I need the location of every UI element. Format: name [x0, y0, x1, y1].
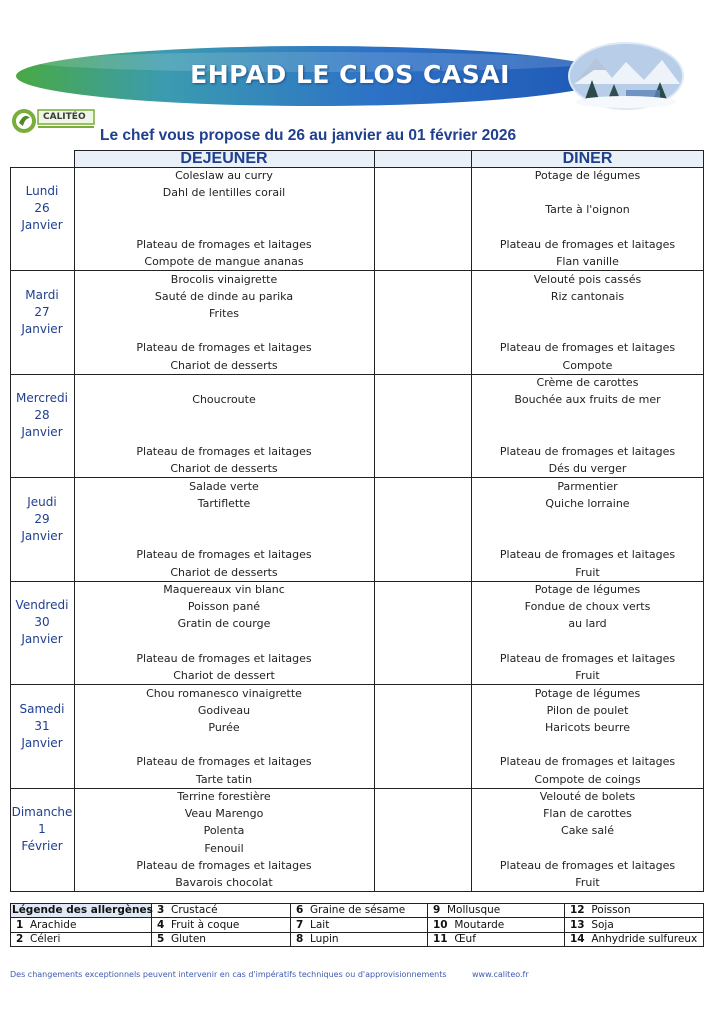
menu-headline: Le chef vous propose du 26 au janvier au 01 février 2026	[100, 127, 517, 144]
dinner-dish: Plateau de fromages et laitages	[499, 755, 676, 769]
dinner-dish: Quiche lorraine	[545, 496, 630, 510]
lunch-dish: Chariot de dessert	[173, 669, 275, 682]
dinner-dish: Bouchée aux fruits de mer	[514, 393, 661, 407]
dinner-dish: Plateau de fromages et laitages	[499, 237, 676, 251]
lunch-dish: Plateau de fromages et laitages	[136, 755, 312, 769]
lunch-dish: Maquereaux vin blanc	[163, 583, 285, 596]
day-name: Dimanche	[11, 805, 73, 819]
lunch-dish: Gratin de courge	[177, 617, 271, 631]
day-month: Février	[21, 839, 63, 854]
dinner-dish: Potage de légumes	[534, 169, 641, 182]
day-label	[10, 804, 74, 856]
lunch-dish: Brocolis vinaigrette	[170, 272, 278, 286]
allergen-item	[157, 904, 218, 916]
day-label	[10, 390, 74, 442]
lunch-dish: Chariot de desserts	[170, 358, 278, 372]
dinner-column-header: DINER	[562, 150, 613, 167]
allergen-name: Céleri	[30, 933, 61, 945]
allergen-legend-title: Légende des allergènes	[12, 904, 153, 916]
allergen-item	[16, 919, 76, 931]
lunch-dish: Dahl de lentilles corail	[162, 186, 286, 200]
allergen-name: Œuf	[454, 933, 476, 945]
allergen-name: Lupin	[310, 933, 339, 945]
day-month: Janvier	[21, 321, 63, 336]
lunch-dish: Salade verte	[189, 479, 259, 493]
allergen-number: 6	[296, 904, 304, 916]
day-name: Jeudi	[27, 494, 57, 509]
dinner-dish: Fruit	[575, 565, 600, 579]
day-label	[10, 183, 74, 235]
lunch-column-header: DEJEUNER	[180, 150, 268, 167]
allergen-item	[570, 919, 614, 931]
lunch-dish: Polenta	[203, 824, 245, 838]
day-label	[10, 494, 74, 546]
day-num: 28	[34, 408, 50, 423]
dinner-dish: Velouté de bolets	[539, 790, 636, 803]
lunch-dish: Chou romanesco vinaigrette	[146, 686, 302, 700]
allergen-name: Arachide	[30, 919, 77, 931]
footer-disclaimer: Des changements exceptionnels peuvent intervenir en cas d'impératifs techniques ou d'approvisionnements	[10, 970, 447, 979]
allergen-number: 9	[433, 904, 441, 916]
day-name: Samedi	[19, 701, 65, 716]
dinner-dish: Compote de coings	[534, 772, 641, 786]
lunch-dish: Poisson pané	[187, 600, 261, 614]
lunch-dish: Plateau de fromages et laitages	[136, 237, 312, 251]
allergen-number: 14	[570, 933, 585, 945]
allergen-item	[433, 919, 504, 931]
allergen-item	[296, 919, 329, 931]
lunch-dish: Coleslaw au curry	[175, 169, 273, 182]
logo-label: CALITÉO	[43, 112, 86, 122]
day-num: 31	[34, 718, 50, 733]
lunch-dish: Frites	[209, 306, 239, 320]
dinner-dish: Plateau de fromages et laitages	[499, 651, 676, 665]
lunch-dish: Plateau de fromages et laitages	[136, 341, 312, 355]
allergen-name: Crustacé	[171, 904, 218, 916]
lunch-dish: Plateau de fromages et laitages	[136, 651, 312, 665]
lunch-dish: Plateau de fromages et laitages	[136, 548, 312, 562]
dinner-dish: Parmentier	[557, 479, 618, 493]
dinner-dish: Flan vanille	[556, 255, 619, 268]
dinner-dish: au lard	[568, 617, 607, 631]
day-num: 1	[38, 822, 46, 837]
lunch-dish: Plateau de fromages et laitages	[136, 858, 312, 872]
lunch-dish: Compote de mangue ananas	[144, 255, 304, 268]
footer-website: www.caliteo.fr	[472, 970, 529, 979]
day-label	[10, 287, 74, 339]
lunch-dish: Godiveau	[197, 703, 251, 717]
allergen-item	[157, 933, 206, 945]
day-month: Janvier	[21, 528, 63, 543]
allergen-name: Lait	[310, 919, 330, 931]
dinner-dish: Tarte à l'oignon	[545, 203, 630, 217]
lunch-dish: Chariot de desserts	[170, 565, 278, 579]
allergen-number: 12	[570, 904, 585, 916]
allergen-item	[433, 933, 476, 945]
lunch-dish: Bavarois chocolat	[175, 876, 273, 889]
dinner-dish: Crème de carottes	[536, 376, 639, 389]
lunch-dish: Fenouil	[204, 841, 244, 855]
allergen-item	[296, 933, 339, 945]
day-month: Janvier	[21, 632, 63, 647]
allergen-name: Mollusque	[447, 904, 501, 916]
allergen-item	[433, 904, 500, 916]
day-name: Mercredi	[15, 391, 68, 405]
allergen-item	[570, 904, 631, 916]
dinner-dish: Velouté pois cassés	[533, 272, 642, 286]
allergen-number: 11	[433, 933, 448, 945]
day-num: 26	[34, 201, 50, 216]
allergen-number: 3	[157, 904, 165, 916]
lunch-dish: Tartiflette	[197, 496, 251, 510]
lunch-dish: Terrine forestière	[177, 790, 271, 803]
dinner-dish: Flan de carottes	[543, 807, 632, 821]
allergen-number: 4	[157, 919, 165, 931]
allergen-item	[296, 904, 405, 916]
day-name: Lundi	[25, 184, 59, 198]
allergen-number: 8	[296, 933, 304, 945]
day-num: 29	[34, 511, 50, 526]
allergen-number: 2	[16, 933, 24, 945]
lunch-dish: Tarte tatin	[195, 772, 253, 786]
day-num: 27	[34, 304, 50, 319]
allergen-number: 5	[157, 933, 165, 945]
dinner-dish: Compote	[562, 358, 613, 372]
dinner-dish: Fruit	[575, 669, 600, 682]
allergen-name: Graine de sésame	[310, 904, 406, 916]
day-num: 30	[34, 615, 50, 630]
allergen-name: Fruit à coque	[171, 919, 240, 931]
allergen-item	[16, 933, 60, 945]
allergen-number: 1	[16, 919, 24, 931]
allergen-number: 7	[296, 919, 304, 931]
allergen-item	[570, 933, 697, 945]
allergen-name: Soja	[591, 919, 614, 931]
lunch-dish: Choucroute	[192, 393, 256, 407]
allergen-item	[157, 919, 239, 931]
allergen-name: Moutarde	[454, 919, 505, 931]
day-month: Janvier	[21, 425, 63, 440]
dinner-dish: Haricots beurre	[544, 720, 630, 734]
establishment-title: EHPAD LE CLOS CASAI	[190, 60, 510, 89]
dinner-dish: Dés du verger	[548, 462, 627, 475]
dinner-dish: Cake salé	[561, 824, 614, 838]
lunch-dish: Sauté de dinde au parika	[154, 289, 294, 303]
allergen-name: Poisson	[591, 904, 631, 916]
day-label	[10, 597, 74, 649]
winter-landscape-image	[566, 40, 686, 112]
dinner-dish: Riz cantonais	[550, 289, 625, 303]
allergen-name: Gluten	[171, 933, 206, 945]
dinner-dish: Plateau de fromages et laitages	[499, 858, 676, 872]
lunch-dish: Purée	[208, 720, 240, 734]
dinner-dish: Potage de légumes	[534, 583, 641, 596]
day-month: Janvier	[21, 735, 63, 750]
dinner-dish: Fondue de choux verts	[524, 600, 651, 614]
dinner-dish: Pilon de poulet	[546, 703, 629, 717]
allergen-number: 10	[433, 919, 448, 931]
allergen-name: Anhydride sulfureux	[591, 933, 698, 945]
allergen-number: 13	[570, 919, 585, 931]
day-month: Janvier	[21, 218, 63, 233]
lunch-dish: Veau Marengo	[184, 807, 264, 821]
day-label	[10, 701, 74, 753]
dinner-dish: Fruit	[575, 876, 600, 889]
dinner-dish: Potage de légumes	[534, 686, 641, 700]
day-name: Vendredi	[15, 598, 69, 612]
lunch-dish: Plateau de fromages et laitages	[136, 444, 312, 458]
dinner-dish: Plateau de fromages et laitages	[499, 548, 676, 562]
dinner-dish: Plateau de fromages et laitages	[499, 341, 676, 355]
day-name: Mardi	[25, 287, 59, 302]
dinner-dish: Plateau de fromages et laitages	[499, 444, 676, 458]
lunch-dish: Chariot de desserts	[170, 462, 278, 475]
